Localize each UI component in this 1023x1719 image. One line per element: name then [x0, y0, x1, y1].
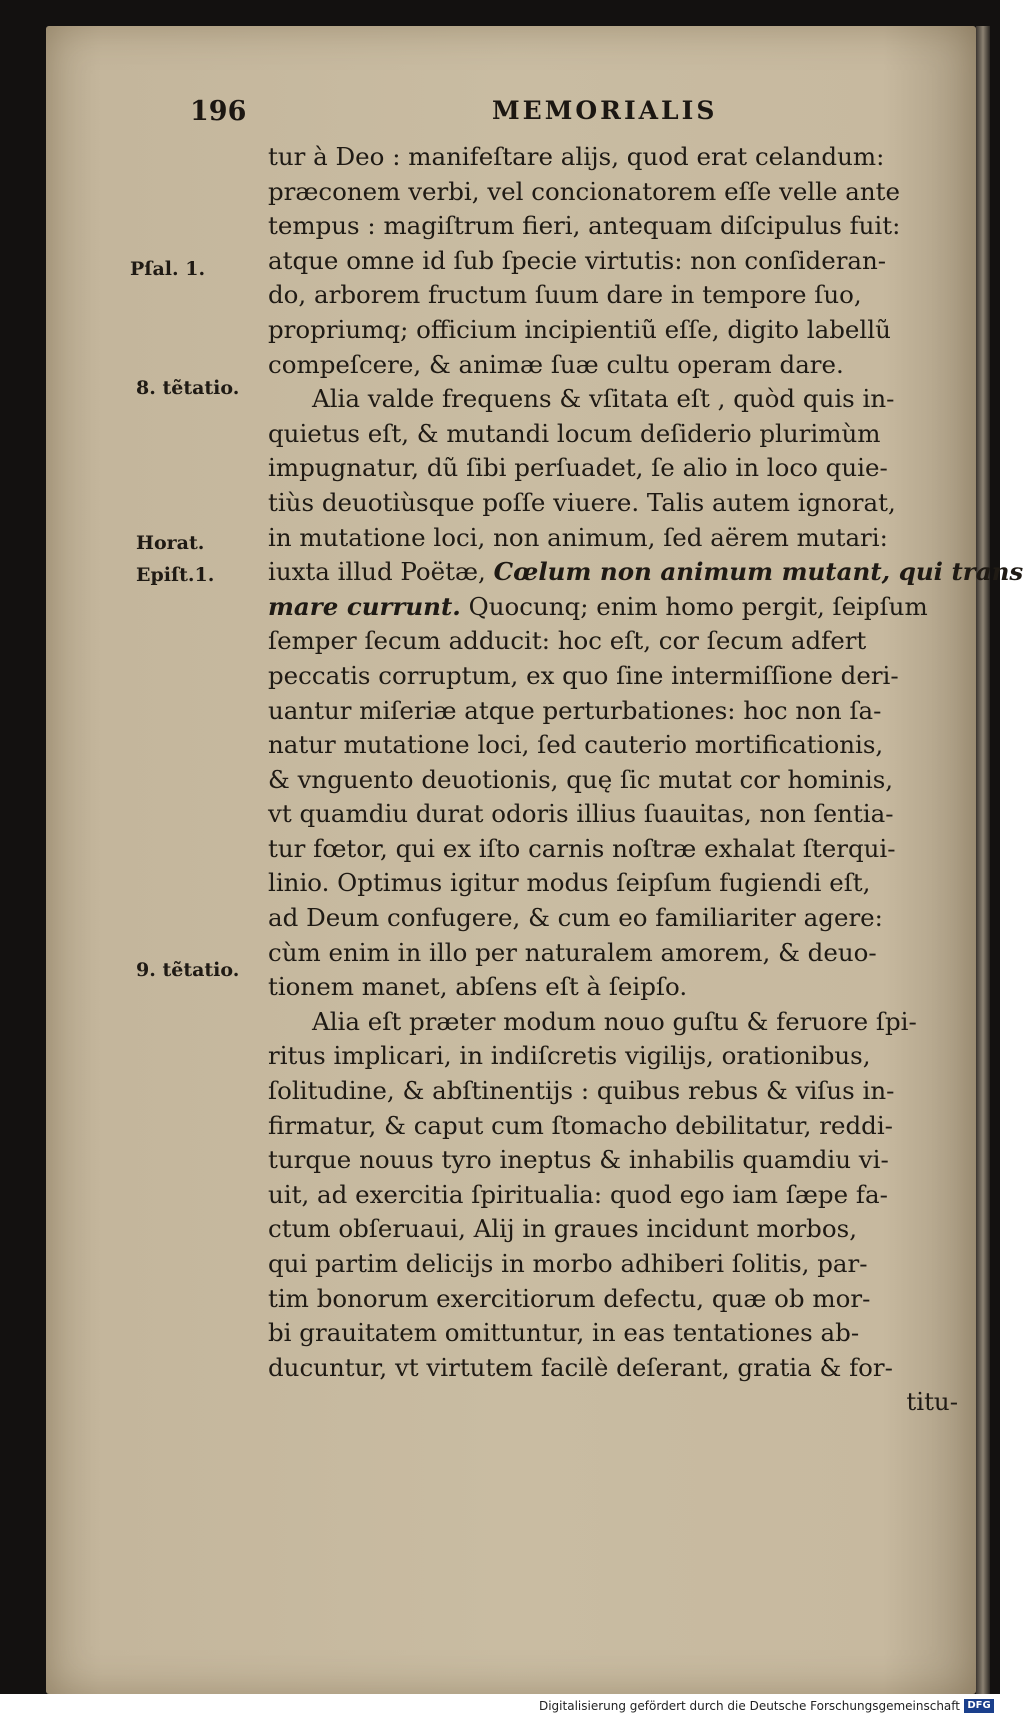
text-line	[268, 555, 1023, 590]
text-line: tionem manet, abſens eſt à ſeipſo.	[268, 972, 688, 1002]
text-line	[268, 590, 958, 625]
catchword: titu-	[906, 1387, 958, 1417]
text-line: linio. Optimus igitur modus ſeipſum fugiendi eſt,	[268, 868, 871, 898]
text-line: præconem verbi, vel concionatorem eſſe velle ante	[268, 176, 901, 206]
text-line: natur mutatione loci, ſed cauterio mortificationis,	[268, 730, 884, 760]
text-line: impugnatur, dũ ſibi perſuadet, ſe alio in loco quie-	[268, 453, 888, 483]
text-line: ad Deum confugere, & cum eo familiariter agere:	[268, 903, 883, 933]
funding-credit: Digitalisierung gefördert durch die Deutsche Forschungsgemeinschaft	[538, 1699, 960, 1713]
margin-note: Horat.	[136, 532, 205, 554]
text-line: tempus : magiſtrum fieri, antequam diſcipulus fuit:	[268, 211, 901, 241]
text-line: quietus eſt, & mutandi locum deſiderio plurimùm	[268, 418, 881, 448]
body-text	[268, 140, 1023, 1420]
text-line: ſolitudine, & abſtinentijs : quibus rebus & viſus in-	[268, 1076, 895, 1106]
text-line: vt quamdiu durat odoris illius ſuauitas, non ſentia-	[268, 799, 894, 829]
quotation: mare currunt.	[268, 591, 461, 621]
text-line: tim bonorum exercitiorum defectu, quæ ob mor-	[268, 1283, 871, 1313]
text-line: ritus implicari, in indiſcretis vigilijs, orationibus,	[268, 1041, 871, 1071]
margin-note: 9. tẽtatio.	[136, 959, 240, 981]
quotation: Cœlum non animum mutant, qui trans	[493, 557, 1023, 587]
margin-note: 8. tẽtatio.	[136, 377, 240, 399]
text-line: qui partim delicijs in morbo adhiberi ſolitis, par-	[268, 1249, 868, 1278]
text-line: peccatis corruptum, ex quo ſine intermiſſione deri-	[268, 660, 899, 690]
page-edge	[976, 26, 990, 1694]
text-line: cùm enim in illo per naturalem amorem, & deuo-	[268, 937, 877, 967]
text-line: ctum obſeruaui, Alij in graues incidunt morbos,	[268, 1214, 857, 1244]
text-fragment: iuxta illud Poëtæ,	[268, 557, 486, 587]
text-line: ducuntur, vt virtutem facilè deſerant, gratia & for-	[268, 1352, 893, 1382]
text-fragment: Quocunq; enim homo pergit, ſeipſum	[468, 591, 928, 621]
text-line: do, arborem fructum ſuum dare in tempore ſuo,	[268, 280, 862, 310]
running-head: MEMORIALIS	[492, 96, 718, 125]
paragraph-start: Alia eſt præter modum nouo guſtu & feruore ſpi-	[312, 1006, 917, 1036]
footer-bar	[0, 1694, 1000, 1719]
text-line: tur à Deo : manifeſtare alijs, quod erat celandum:	[268, 142, 885, 171]
dfg-logo: DFG	[964, 1699, 994, 1713]
text-line: compeſcere, & animæ ſuæ cultu operam dare.	[268, 349, 844, 379]
margin-note: Epiſt.1.	[136, 564, 215, 586]
text-line: bi grauitatem omittuntur, in eas tentationes ab-	[268, 1318, 860, 1348]
text-line: tur fœtor, qui ex iſto carnis noſtræ exhalat ſterqui-	[268, 833, 896, 863]
text-line: in mutatione loci, non animum, ſed aërem mutari:	[268, 522, 888, 552]
paragraph-start: Alia valde frequens & vſitata eſt , quòd quis in-	[312, 384, 895, 414]
page-number: 196	[190, 96, 247, 127]
text-line: uantur miſeriæ atque perturbationes: hoc non ſa-	[268, 695, 882, 725]
text-line: tiùs deuotiùsque poſſe viuere. Talis autem ignorat,	[268, 487, 896, 517]
text-line: turque nouus tyro ineptus & inhabilis quamdiu vi-	[268, 1145, 889, 1175]
text-line: uit, ad exercitia ſpiritualia: quod ego iam ſæpe fa-	[268, 1179, 888, 1209]
text-line: atque omne id ſub ſpecie virtutis: non conſideran-	[268, 245, 887, 275]
page-header	[0, 96, 1000, 132]
text-line: & vnguento deuotionis, quę ſic mutat cor hominis,	[268, 764, 894, 794]
text-line: ſemper ſecum adducit: hoc eſt, cor ſecum adfert	[268, 626, 867, 656]
text-line: firmatur, & caput cum ſtomacho debilitatur, reddi-	[268, 1110, 893, 1140]
text-line: propriumq; officium incipientiũ eſſe, digito labellũ	[268, 314, 891, 344]
margin-note: Pſal. 1.	[130, 258, 206, 280]
